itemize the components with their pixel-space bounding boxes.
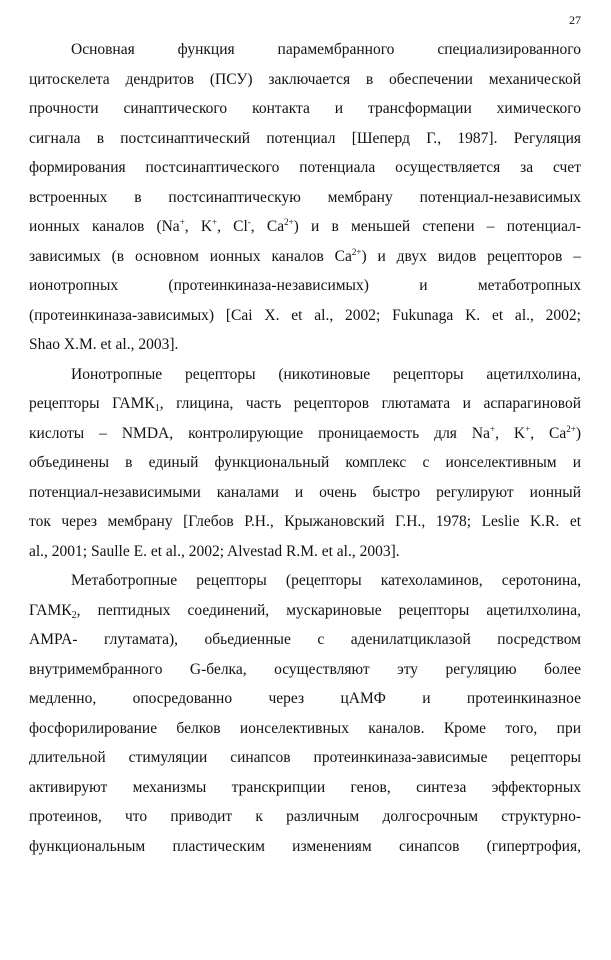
paragraph-3 xyxy=(29,566,581,861)
superscript: 2+ xyxy=(566,423,576,434)
text-run: рецепторы ГАМК xyxy=(29,395,155,412)
text-line: Основная функция парамембранного специализированного xyxy=(71,41,581,58)
superscript: 2+ xyxy=(351,246,362,257)
text-run: , глицина, часть рецепторов глютамата и аспарагиновой xyxy=(159,395,581,412)
text-line xyxy=(29,596,581,626)
text-line: формирования постсинаптического потенциала осуществляется за счет xyxy=(29,159,581,176)
superscript: + xyxy=(212,217,218,227)
paragraph-1 xyxy=(29,35,581,360)
text-line: медленно, опосредованно через цАМФ и протеинкиназное xyxy=(29,690,581,707)
text-line xyxy=(29,419,581,449)
text-line: al., 2001; Saulle E. et al., 2002; Alvestad R.M. et al., 2003]. xyxy=(29,542,400,560)
text-run: , Cl xyxy=(217,218,248,235)
text-run: , пептидных соединений, мускариновые рецепторы ацетилхолина, xyxy=(76,601,581,619)
text-line xyxy=(29,242,581,272)
text-line: ток через мембрану [Глебов Р.Н., Крыжановский Г.Н., 1978; Leslie K.R. et xyxy=(29,513,581,530)
text-run: , K xyxy=(184,218,213,235)
text-line: AMPA- глутамата), обьедиенные с аденилатциклазой посредством xyxy=(29,631,581,648)
text-line: Метаботропные рецепторы (рецепторы катехоламинов, серотонина, xyxy=(71,572,581,589)
text-run: , Ca xyxy=(250,218,285,235)
text-line xyxy=(29,212,581,242)
body-text xyxy=(29,35,581,861)
text-line: сигнала в постсинаптический потенциал [Шеперд Г., 1987]. Регуляция xyxy=(29,129,581,147)
page-number: 27 xyxy=(569,13,581,27)
superscript: + xyxy=(489,423,496,434)
text-line: потенциал-независимыми каналами и очень быстро регулируют ионный xyxy=(29,483,581,501)
text-run: , Ca xyxy=(530,424,567,442)
text-line: длительной стимуляции синапсов протеинкиназа-зависимые рецепторы xyxy=(29,749,581,766)
text-run: ГАМК xyxy=(29,601,72,619)
text-line: внутримембранного G-белка, осуществляют эту регуляцию более xyxy=(29,660,581,678)
text-line: Ионотропные рецепторы (никотиновые рецепторы ацетилхолина, xyxy=(71,365,581,383)
text-line: цитоскелета дендритов (ПСУ) заключается в обеспечении механической xyxy=(29,70,581,88)
subscript: 1 xyxy=(154,403,160,414)
superscript: + xyxy=(525,423,531,434)
superscript: - xyxy=(247,217,251,227)
text-line: ионотропных (протеинкиназа-независимых) и метаботропных xyxy=(29,277,581,294)
text-line: встроенных в постсинаптическую мембрану потенциал-независимых xyxy=(29,188,581,206)
text-line: прочности синаптического контакта и трансформации химического xyxy=(29,100,581,117)
superscript: 2+ xyxy=(284,217,294,227)
text-line xyxy=(29,389,581,419)
text-line: (протеинкиназа-зависимых) [Cai X. et al., 2002; Fukunaga K. et al., 2002; xyxy=(29,306,581,324)
text-line: объединены в единый функциональный комплекс с ионселективным и xyxy=(29,454,581,471)
subscript: 2 xyxy=(71,609,77,621)
text-line: активируют механизмы транскрипции генов, синтеза эффекторных xyxy=(29,778,581,796)
text-line: функциональным пластическим изменениям синапсов (гипертрофия, xyxy=(29,837,581,855)
text-run: ) xyxy=(575,424,582,442)
superscript: + xyxy=(179,217,185,227)
text-line: фосфорилирование белков ионселективных каналов. Кроме того, при xyxy=(29,719,581,737)
text-run: кислоты – NMDA, контролирующие проницаемость для Na xyxy=(29,424,490,442)
text-run: , K xyxy=(495,424,526,442)
text-run: ) и двух видов рецепторов – xyxy=(361,247,581,265)
text-run: ) и в меньшей степени – потенциал- xyxy=(293,218,581,235)
paragraph-2 xyxy=(29,360,581,567)
text-line: протеинов, что приводит к различным долгосрочным структурно- xyxy=(29,808,581,825)
text-run: ионных каналов (Na xyxy=(29,218,180,235)
text-run: зависимых (в основном ионных каналов Ca xyxy=(29,247,352,265)
text-line: Shao X.M. et al., 2003]. xyxy=(29,336,179,353)
